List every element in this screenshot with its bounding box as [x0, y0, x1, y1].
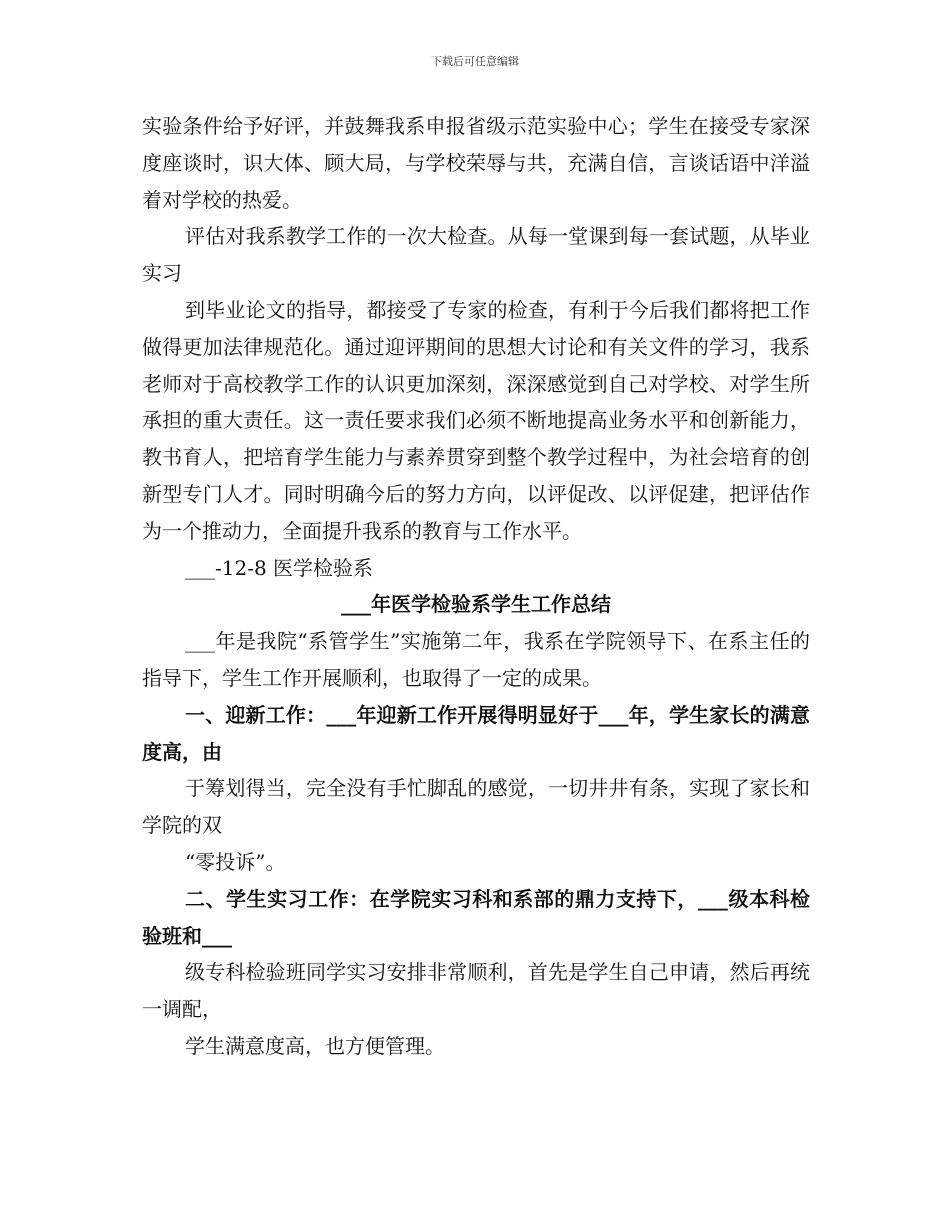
section-title: ___年医学检验系学生工作总结 — [341, 592, 611, 617]
paragraph-4: ___年是我院“系管学生”实施第二年，我系在学院领导下、在系主任的指导下，学生工作开展顺利，也取得了一定的成果。 — [142, 629, 810, 690]
paragraph-6: “零投诉”。 — [185, 849, 286, 874]
date-signature: ___-12-8 医学检验系 — [185, 555, 374, 580]
paragraph-7: 级专科检验班同学实习安排非常顺利，首先是学生自己申请，然后再统一调配， — [142, 960, 810, 1022]
paragraph-1: 实验条件给予好评，并鼓舞我系申报省级示范实验中心；学生在接受专家深度座谈时，识大体、顾大局，与学校荣辱与共，充满自信，言谈话语中洋溢着对学校的热爱。 — [142, 114, 810, 212]
heading-internship-work: 二、学生实习工作：在学院实习科和系部的鼎力支持下，___级本科检验班和___ — [142, 886, 810, 948]
heading-welcome-work: 一、迎新工作：___年迎新工作开展得明显好于___年，学生家长的满意度高，由 — [142, 702, 810, 764]
page-header: 下载后可任意编辑 — [431, 55, 519, 68]
paragraph-3: 到毕业论文的指导，都接受了专家的检查，有利于今后我们都将把工作做得更加法律规范化。通过迎评期间的思想大讨论和有关文件的学习，我系老师对于高校教学工作的认识更加深刻，深深感觉到自己对学校、对学生所承担的重大责任。这一责任要求我们必须不断地提高业务水平和创新能力，教书育人，把培育学生能力与素养贯穿到整个教学过程中，为社会培育的创新型专门人才。同时明确今后的努力方向，以评促改、以评促建，把评估作为一个推动力，全面提升我系的教育与工作水平。 — [142, 297, 810, 543]
paragraph-8: 学生满意度高，也方便管理。 — [185, 1033, 445, 1058]
document-body — [142, 108, 810, 1065]
paragraph-2: 评估对我系教学工作的一次大检查。从每一堂课到每一套试题，从毕业实习 — [142, 224, 810, 286]
paragraph-5: 于筹划得当，完全没有手忙脚乱的感觉，一切井井有条，实现了家长和学院的双 — [142, 776, 810, 838]
